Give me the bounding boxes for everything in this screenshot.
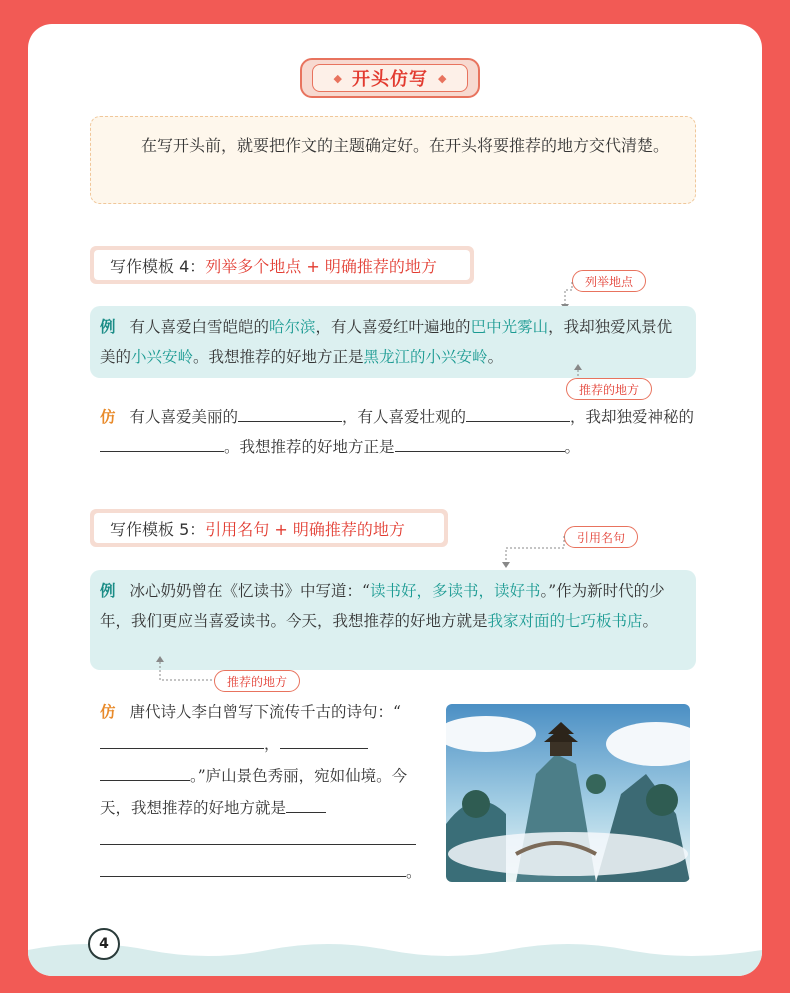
template-5-heading bbox=[90, 509, 448, 547]
answer-blank[interactable] bbox=[100, 731, 264, 749]
highlight-place: 哈尔滨 bbox=[269, 318, 316, 336]
bubble-recommended-place: 推荐的地方 bbox=[214, 670, 300, 692]
connector-arrow bbox=[152, 656, 222, 686]
template-4-heading bbox=[90, 246, 474, 284]
practice-text: 。 bbox=[564, 438, 581, 456]
example-text: 。”作为新时代的少年，我们更应当喜爱读书。今天，我想推荐的好地方就是 bbox=[100, 582, 665, 630]
template-5-label: 写作模板 5： bbox=[110, 519, 206, 539]
practice-text: 。我想推荐的好地方正是 bbox=[224, 438, 395, 456]
answer-blank[interactable] bbox=[100, 763, 190, 781]
intro-box bbox=[90, 116, 696, 204]
example-text: 。我想推荐的好地方正是 bbox=[193, 348, 364, 366]
practice-text: ，有人喜爱壮观的 bbox=[342, 408, 467, 426]
bubble-quote: 引用名句 bbox=[564, 526, 638, 548]
template-5-text: 引用名句 + 明确推荐的地方 bbox=[205, 519, 405, 539]
connector-arrow bbox=[498, 536, 578, 572]
answer-blank[interactable] bbox=[100, 827, 416, 845]
practice-4 bbox=[100, 402, 696, 462]
practice-tag: 仿 bbox=[100, 408, 116, 426]
highlight-quote: 读书好，多读书，读好书 bbox=[369, 582, 541, 600]
bubble-recommended-place: 推荐的地方 bbox=[566, 378, 652, 400]
example-text: 有人喜爱白雪皑皑的 bbox=[129, 318, 270, 336]
answer-blank[interactable] bbox=[280, 731, 368, 749]
highlight-recommended: 黑龙江的小兴安岭 bbox=[363, 348, 488, 366]
example-text: 冰心奶奶曾在《忆读书》中写道：“ bbox=[129, 582, 370, 600]
practice-text: ， bbox=[264, 735, 280, 753]
highlight-recommended: 我家对面的七巧板书店 bbox=[487, 612, 643, 630]
mountain-pavilion-painting bbox=[446, 704, 690, 882]
page-number: 4 bbox=[88, 928, 120, 960]
answer-blank[interactable] bbox=[100, 859, 406, 877]
example-tag: 例 bbox=[100, 582, 116, 600]
intro-text: 在写开头前，就要把作文的主题确定好。在开头将要推荐的地方交代清楚。 bbox=[141, 136, 670, 155]
answer-blank[interactable] bbox=[238, 404, 342, 422]
practice-text: 。”庐山景色秀丽，宛如仙境。今天，我想推荐的好地方就是 bbox=[100, 767, 408, 817]
answer-blank[interactable] bbox=[395, 434, 565, 452]
template-4-text: 列举多个地点 + 明确推荐的地方 bbox=[205, 256, 437, 276]
example-text: 。 bbox=[487, 348, 504, 366]
diamond-icon: ◆ bbox=[438, 71, 447, 85]
practice-5 bbox=[100, 696, 422, 888]
answer-blank[interactable] bbox=[466, 404, 570, 422]
title-banner bbox=[300, 58, 480, 98]
bottom-wave bbox=[28, 928, 762, 976]
page-title: 开头仿写 bbox=[352, 69, 428, 90]
example-text: 。 bbox=[642, 612, 659, 630]
example-4-box bbox=[90, 306, 696, 378]
answer-blank[interactable] bbox=[286, 795, 326, 813]
example-5-box bbox=[90, 570, 696, 670]
bubble-list-places: 列举地点 bbox=[572, 270, 646, 292]
practice-text: 。 bbox=[406, 863, 422, 881]
highlight-place: 小兴安岭 bbox=[131, 348, 194, 366]
practice-text: 有人喜爱美丽的 bbox=[129, 408, 239, 426]
example-tag: 例 bbox=[100, 318, 116, 336]
diamond-icon: ◆ bbox=[333, 71, 342, 85]
example-text: ，有人喜爱红叶遍地的 bbox=[315, 318, 471, 336]
template-4-label: 写作模板 4： bbox=[110, 256, 206, 276]
workbook-page bbox=[28, 24, 762, 976]
practice-tag: 仿 bbox=[100, 703, 116, 721]
practice-text: 唐代诗人李白曾写下流传千古的诗句：“ bbox=[129, 703, 401, 721]
highlight-place: 巴中光雾山 bbox=[470, 318, 549, 336]
example-text: ，我却独爱风景优美的 bbox=[100, 318, 673, 366]
practice-text: ，我却独爱神秘的 bbox=[570, 408, 695, 426]
answer-blank[interactable] bbox=[100, 434, 224, 452]
